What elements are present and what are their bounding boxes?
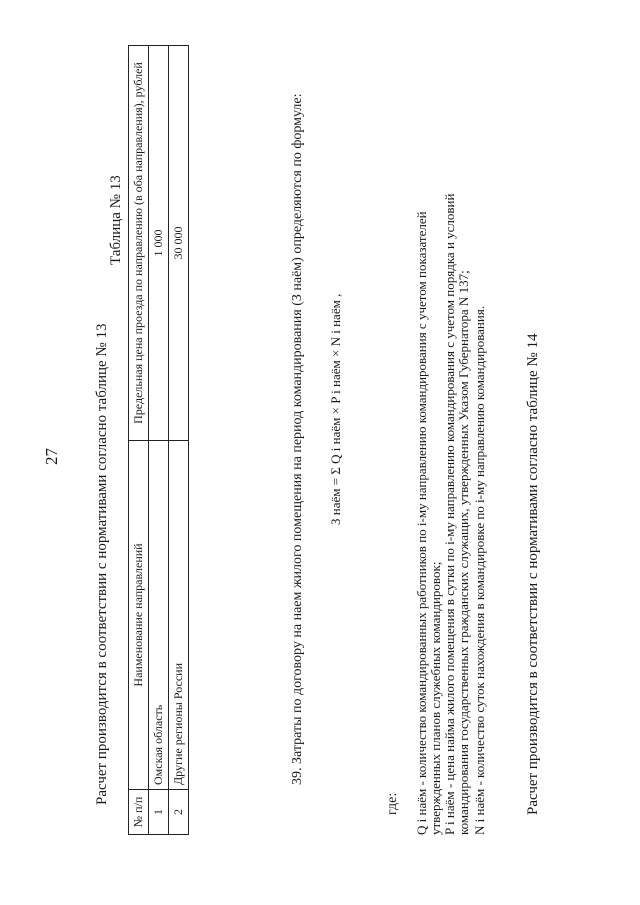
header-direction: Наименование направлений — [129, 441, 149, 790]
definition-q: Q i наём - количество командированных работников по i-му направлению командирования с учетом показателей — [414, 211, 429, 835]
row-price: 1 000 — [149, 46, 169, 441]
row-num: 2 — [169, 790, 189, 835]
definition-n: N i наём - количество суток нахождения в командировке по i-му направлению командирования. — [472, 305, 487, 835]
table-row — [149, 46, 169, 835]
table-13 — [128, 45, 189, 835]
table-row — [169, 46, 189, 835]
intro-table-13: Расчет производится в соответствии с нормативами согласно таблице № 13 — [94, 323, 110, 805]
row-num: 1 — [149, 790, 169, 835]
where-label: где: — [385, 792, 400, 815]
formula: З наём = Σ Q i наём × P i наём × N i наём , — [328, 293, 343, 525]
row-direction: Другие регионы России — [169, 441, 189, 790]
header-price: Предельная цена проезда по направлению (в оба направления), рублей — [129, 46, 149, 441]
intro-table-14: Расчет производится в соответствии с нормативами согласно таблице № 14 — [525, 333, 541, 815]
table-13-caption: Таблица № 13 — [108, 175, 124, 265]
row-direction: Омская область — [149, 441, 169, 790]
page-number: 27 — [42, 448, 61, 465]
definition-p-cont: командирования государственных гражданских служащих, утвержденных Указом Губернатора N 137; — [456, 270, 471, 835]
definition-p: P i наём - цена найма жилого помещения в сутки по i-му направлению командирования с учетом порядка и условий — [442, 193, 457, 835]
table-header-row — [129, 46, 149, 835]
row-price: 30 000 — [169, 46, 189, 441]
definition-q-cont: утвержденных планов служебных командировок; — [428, 561, 443, 835]
header-num: № п/п — [129, 790, 149, 835]
paragraph-39: 39. Затраты по договору на наем жилого помещения на период командирования (З наём) определяются по формуле: — [290, 93, 305, 785]
